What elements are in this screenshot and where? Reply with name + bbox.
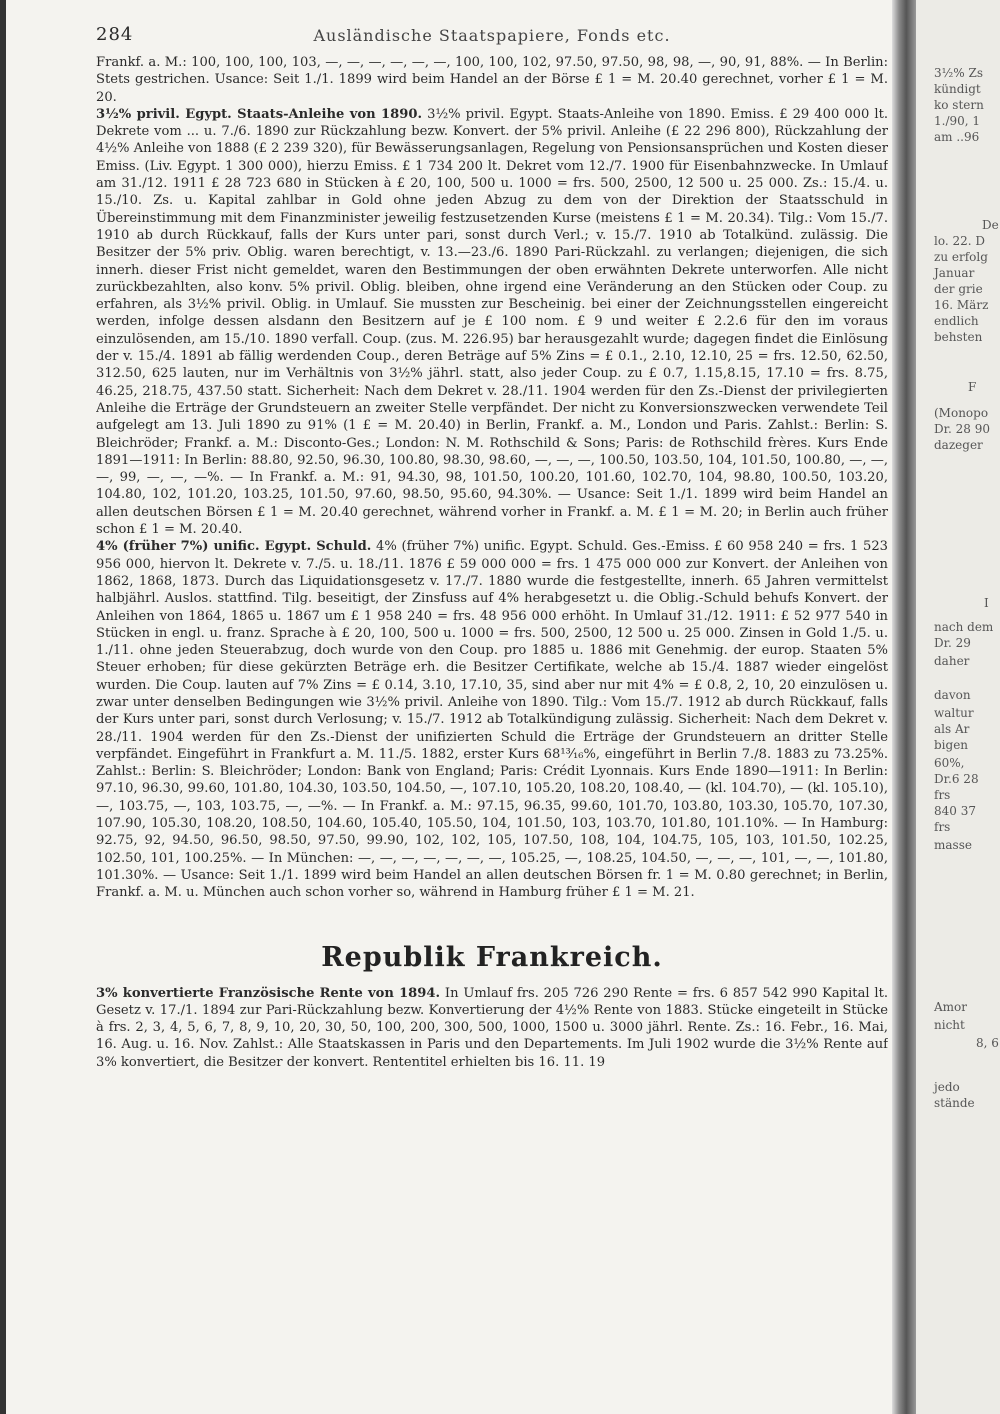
margin-fragment: dazeger (934, 438, 983, 452)
margin-fragment: 840 37 (934, 804, 976, 818)
margin-fragment: jedo (934, 1080, 960, 1094)
margin-fragment: zu erfolg (934, 250, 988, 264)
margin-fragment: masse (934, 838, 972, 852)
paragraph-title: 3% konvertierte Französische Rente von 1894. (96, 985, 441, 1001)
margin-fragment: nicht (934, 1018, 965, 1032)
margin-fragment: I (984, 596, 989, 610)
scan-edge-left (0, 0, 6, 1414)
margin-fragment: waltur (934, 706, 974, 720)
margin-fragment: 60%, (934, 756, 965, 770)
margin-fragment: Januar (934, 266, 975, 280)
running-head: Ausländische Staatspapiere, Fonds etc. (313, 26, 671, 45)
paragraph-title: 4% (früher 7%) unific. Egypt. Schuld. (96, 539, 372, 555)
paragraph-egypt-1890 (96, 106, 888, 538)
margin-fragment: frs (934, 820, 951, 834)
paragraph-body: In Umlauf frs. 205 726 290 Rente = frs. 6 857 542 990 Kapital lt. Gesetz v. 17./1. 1894 zur Pari-Rückzahlung bezw. Konvertierung der 4½% Rente von 1883. Stücke eingeteilt in Stücke à frs. 2, 3, 4, 5, 6, 7, 8, 9, 10, 20, 30, 50, 100, 200, 300, 500, 1000, 1500 u. 3000 jährl. Rente. Zs.: 16. Febr., 16. Mai, 16. Aug. u. 16. Nov. Zahlst.: Alle Staatskassen in Paris und den Departements. Im Juli 1902 wurde die 3½% Rente auf 3% konvertiert, die Besitzer der konvert. Rententitel erhielten bis 16. 11. 19 (96, 985, 888, 1070)
margin-fragment: Dr. 28 90 (934, 422, 991, 436)
margin-fragment: 8, 6 (976, 1036, 999, 1050)
paragraph-body: 4% (früher 7%) unific. Egypt. Schuld. Ges.-Emiss. £ 60 958 240 = frs. 1 523 956 000, hiervon lt. Dekrete v. 7./5. u. 18./11. 1876 £ 59 000 000 = frs. 1 475 000 000 zur Konvert. der Anleihen von 1862, 1868, 1873. Durch das Liquidationsgesetz v. 17./7. 1880 wurde die festgestellte, innerh. 65 Jahren vermittelst halbjährl. Auslos. stattfind. Tilg. beseitigt, der Zinsfuss auf 4% herabgesetzt u. die Oblig.-Schuld behufs Konvert. der Anleihen von 1864, 1865 u. 1867 um £ 1 958 240 = frs. 48 956 000 erhöht. In Umlauf 31./12. 1911: £ 52 977 540 in Stücken in engl. u. franz. Sprache à £ 20, 100, 500 u. 1000 = frs. 500, 2500, 12 500 u. 25 000. Zinsen in Gold 1./5. u. 1./11. ohne jeden Steuerabzug, doch wurde von den Coup. pro 1885 u. 1886 mit Genehmig. der europ. Staaten 5% Steuer erhoben; für diese gekürzten Beträge erh. die Besitzer Certifikate, welche ab 15./4. 1887 wieder eingelöst wurden. Die Coup. lauten auf 7% Zins = £ 0.14, 3.10, 17.10, 35, sind aber nur mit 4% = £ 0.8, 2, 10, 20 einzulösen u. zwar unter denselben Bedingungen wie 3½% privil. Anleihe von 1890. Tilg.: Vom 15./7. 1912 ab durch Rückkauf, falls der Kurs unter pari, sonst durch Verlosung; v. 15./7. 1912 ab Totalkündigung zulässig. Sicherheit: Nach dem Dekret v. 28./11. 1904 werden für den Zs.-Dienst der unifizierten Schuld die Erträge der Grundsteuern an dritter Stelle verpfändet. Eingeführt in Frankfurt a. M. 11./5. 1882, erster Kurs 68¹³⁄₁₆%, eingeführt in Berlin 7./8. 1883 zu 73.25%. Zahlst.: Berlin: S. Bleichröder; London: Bank von England; Paris: Crédit Lyonnais. Kurs Ende 1890—1911: In Berlin: 97.10, 96.30, 99.60, 101.80, 104.30, 103.50, 104.50, —, 107.10, 105.20, 108.20, 108.40, — (kl. 104.70), — (kl. 105.10), —, 103.75, —, 103, 103.75, —, —%. — In Frankf. a. M.: 97.15, 96.35, 99.60, 101.70, 103.80, 103.30, 105.70, 107.30, 107.90, 105.30, 108.20, 108.50, 104.60, 105.40, 105.50, 104, 101.50, 103, 103.70, 101.80, 101.10%. — In Hamburg: 92.75, 92, 94.50, 96.50, 98.50, 97.50, 99.90, 102, 102, 105, 107.50, 108, 104, 104.75, 105, 103, 101.50, 102.25, 102.50, 101, 100.25%. — In München: —, —, —, —, —, —, —, 105.25, —, 108.25, 104.50, —, —, —, 101, —, —, 101.80, 101.30%. — Usance: Seit 1./1. 1899 wird beim Handel an allen deutschen Börsen fr. 1 = M. 0.80 gerechnet; in Berlin, Frankf. a. M. u. München auch schon vorher so, während in Hamburg früher £ 1 = M. 21. (96, 539, 888, 901)
margin-fragment: daher (934, 654, 970, 668)
margin-fragment: nach dem (934, 620, 994, 634)
margin-fragment: am ..96 (934, 130, 980, 144)
adjacent-page-strip (916, 0, 1000, 1414)
paragraph-egypt-unified (96, 538, 888, 901)
margin-fragment: lo. 22. D (934, 234, 985, 248)
paragraph-france-rente (96, 985, 888, 1071)
paragraph-title: 3½% privil. Egypt. Staats-Anleihe von 1890. (96, 106, 423, 122)
section-heading: Republik Frankreich. (321, 941, 663, 973)
margin-fragment: (Monopo (934, 406, 989, 420)
book-gutter (892, 0, 916, 1414)
margin-fragment: Dr. 29 (934, 636, 971, 650)
margin-fragment: Amor (934, 1000, 968, 1014)
page-number: 284 (96, 24, 134, 45)
margin-fragment: der grie (934, 282, 983, 296)
margin-fragment: davon (934, 688, 971, 702)
margin-fragment: Dr.6 28 (934, 772, 979, 786)
paragraph-body: 3½% privil. Egypt. Staats-Anleihe von 1890. Emiss. £ 29 400 000 lt. Dekrete vom ... u. 7./6. 1890 zur Rückzahlung bezw. Konvert. der 5% privil. Anleihe (£ 22 296 800), Rückzahlung der 4½% Anleihe von 1888 (£ 2 239 320), für Bewässerungsanlagen, Regelung von Pensionsansprüchen und Kosten dieser Emiss. (Liv. Egypt. 1 300 000), hierzu Emiss. £ 1 734 200 lt. Dekret vom 12./7. 1900 für Eisenbahnzwecke. In Umlauf am 31./12. 1911 £ 28 723 680 in Stücken à £ 20, 100, 500 u. 1000 = frs. 500, 2500, 12 500 u. 25 000. Zs.: 15./4. u. 15./10. Zs. u. Kapital zahlbar in Gold ohne jeden Abzug zu dem von der Direktion der Staatsschuld in Übereinstimmung mit dem Finanzminister jeweilig festzusetzenden Kurse (meistens £ 1 = M. 20.34). Tilg.: Vom 15./7. 1910 ab durch Rückkauf, falls der Kurs unter pari, sonst durch Verl.; v. 15./7. 1910 ab Totalkünd. zulässig. Die Besitzer der 5% priv. Oblig. waren berechtigt, v. 13.—23./6. 1890 Pari-Rückzahl. zu verlangen; diejenigen, die sich innerh. dieser Frist nicht gemeldet, waren den Bestimmungen der oben erwähnten Dekrete unterworfen. Alle nicht zurückbezahlten, also konv. 5% privil. Oblig. bleiben, ohne irgend eine Veränderung an den Stücken oder Coup. zu erfahren, als 3½% privil. Oblig. in Umlauf. Sie mussten zur Bescheinig. bei einer der Zeichnungsstellen eingereicht werden, infolge dessen alsdann den Besitzern auf je £ 100 nom. £ 9 und weiter £ 2.2.6 für den im voraus einzulösenden, am 15./10. 1890 verfall. Coup. (zus. M. 226.95) bar herausgezahlt wurde; dagegen findet die Einlösung der v. 15./4. 1891 ab fällig werdenden Coup., deren Beträge auf 5% Zins = £ 0.1., 2.10, 12.10, 25 = frs. 12.50, 62.50, 312.50, 625 lauten, nur im Verhältnis von 3½% jährl. statt, also jeder Coup. zu £ 0.7, 1.15,8.15, 17.10 = frs. 8.75, 46.25, 218.75, 437.50 statt. Sicherheit: Nach dem Dekret v. 28./11. 1904 werden für den Zs.-Dienst der privilegierten Anleihe die Erträge der Grundsteuern an zweiter Stelle verpfändet. Der nicht zu Konversionszwecken verwendete Teil aufgelegt am 13. Juli 1890 zu 91% (1 £ = M. 20.40) in Berlin, Frankf. a. M., London und Paris. Zahlst.: Berlin: S. Bleichröder; Frankf. a. M.: Disconto-Ges.; London: N. M. Rothschild & Sons; Paris: de Rothschild frères. Kurs Ende 1891—1911: In Berlin: 88.80, 92.50, 96.30, 100.80, 98.30, 98.60, —, —, —, 100.50, 103.50, 104, 101.50, 100.80, —, —, —, 99, —, —, —%. — In Frankf. a. M.: 91, 94.30, 98, 101.50, 100.20, 101.60, 102.70, 104, 98.80, 100.50, 103.20, 104.80, 102, 101.20, 103.25, 101.50, 97.60, 98.50, 95.60, 94.30%. — Usance: Seit 1./1. 1899 wird beim Handel an allen deutschen Börsen £ 1 = M. 20.40 gerechnet, während vorher in Frankf. a. M. £ 1 = M. 20; in Berlin auch früher schon £ 1 = M. 20.40. (96, 106, 888, 538)
margin-fragment: F (968, 380, 977, 394)
margin-fragment: 16. März (934, 298, 989, 312)
margin-fragment: frs (934, 788, 951, 802)
page-column (96, 24, 888, 1404)
margin-fragment: endlich (934, 314, 979, 328)
margin-fragment: 1./90, 1 (934, 114, 981, 128)
margin-fragment: als Ar (934, 722, 970, 736)
margin-fragment: stände (934, 1096, 975, 1110)
margin-fragment: bigen (934, 738, 969, 752)
margin-fragment: behsten (934, 330, 983, 344)
margin-fragment: De (982, 218, 999, 232)
margin-fragment: ko stern (934, 98, 984, 112)
margin-fragment: kündigt (934, 82, 981, 96)
paragraph-frankfurt-usance: Frankf. a. M.: 100, 100, 100, 103, —, —, —, —, —, —, 100, 100, 102, 97.50, 97.50, 98, 98, —, 90, 91, 88%. — In Berlin: Stets gestrichen. Usance: Seit 1./1. 1899 wird beim Handel an der Börse £ 1 = M. 20.40 gerechnet, vorher £ 1 = M. 20. (96, 55, 888, 105)
page-header (96, 24, 888, 54)
margin-fragment: 3½% Zs (934, 66, 983, 80)
